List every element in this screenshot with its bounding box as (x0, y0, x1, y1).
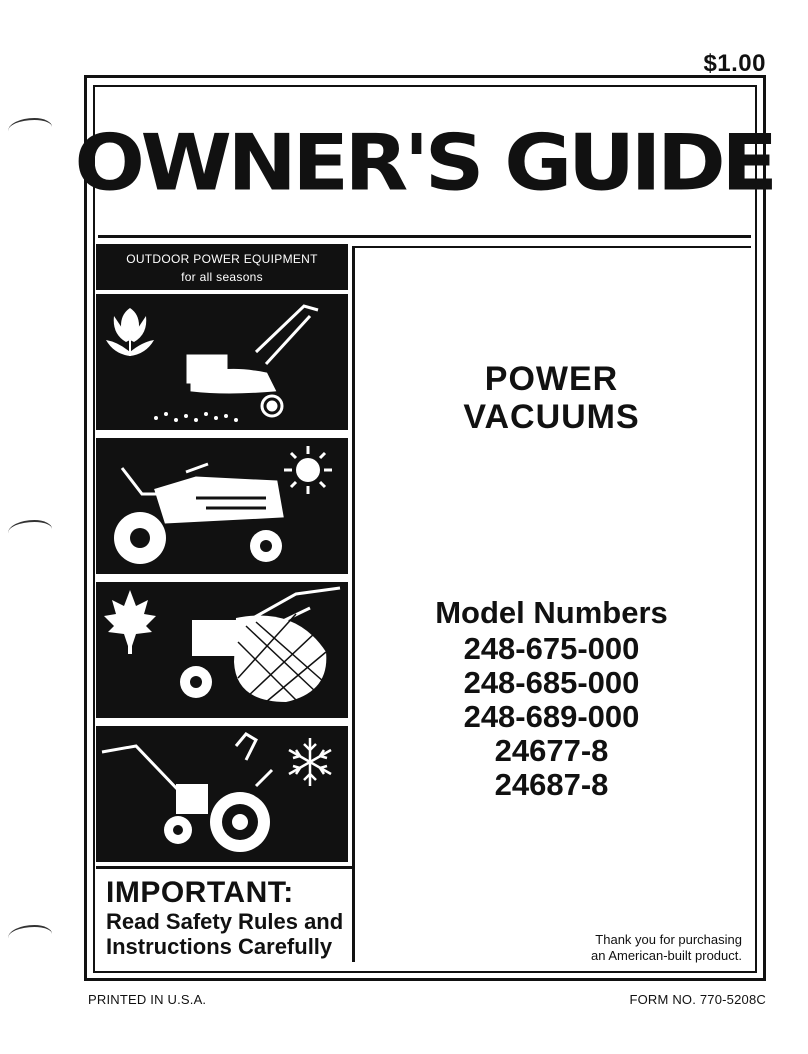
riding-mower-illustration (96, 438, 348, 574)
page-title: OWNER'S GUIDE (75, 117, 774, 208)
autumn-vacuum-panel (96, 582, 348, 718)
banner-line-2: for all seasons (181, 270, 263, 284)
important-line-1: Read Safety Rules and (106, 909, 344, 934)
maple-leaf-icon (104, 590, 156, 654)
product-line-2: VACUUMS (463, 398, 640, 436)
tulip-icon (106, 308, 154, 356)
thank-you-line-2: an American-built product. (590, 948, 742, 963)
important-notice (96, 866, 352, 962)
model-number: 24677-8 (494, 733, 609, 768)
tiller-illustration (96, 294, 348, 430)
banner-line-1: OUTDOOR POWER EQUIPMENT (126, 252, 318, 266)
snow-thrower-illustration (96, 726, 348, 862)
winter-snow-thrower-panel (96, 726, 348, 862)
season-banner (96, 244, 348, 290)
thank-you-note (591, 932, 742, 964)
model-number: 248-675-000 (463, 631, 640, 666)
model-number: 24687-8 (494, 767, 609, 802)
important-line-2: Instructions Carefully (106, 934, 333, 959)
title-box (75, 90, 774, 238)
model-number: 248-689-000 (463, 699, 640, 734)
binder-hole-mark (8, 118, 52, 140)
spring-tiller-panel (96, 294, 348, 430)
binder-hole-mark (8, 520, 52, 542)
sun-icon (284, 446, 332, 494)
model-numbers-list (352, 632, 751, 802)
thank-you-line-1: Thank you for purchasing (595, 932, 742, 947)
model-numbers-heading: Model Numbers (435, 595, 668, 630)
summer-mower-panel (96, 438, 348, 574)
printed-in-label: PRINTED IN U.S.A. (88, 992, 207, 1007)
important-title: IMPORTANT: (106, 876, 294, 909)
form-number-label: FORM NO. 770-5208C (629, 992, 766, 1007)
binder-hole-mark (8, 925, 52, 947)
price-label: $1.00 (703, 50, 766, 77)
snowflake-icon (289, 738, 331, 786)
product-line-1: POWER (484, 360, 619, 398)
product-title (352, 360, 751, 436)
power-vacuum-illustration (96, 582, 348, 718)
model-number: 248-685-000 (463, 665, 640, 700)
